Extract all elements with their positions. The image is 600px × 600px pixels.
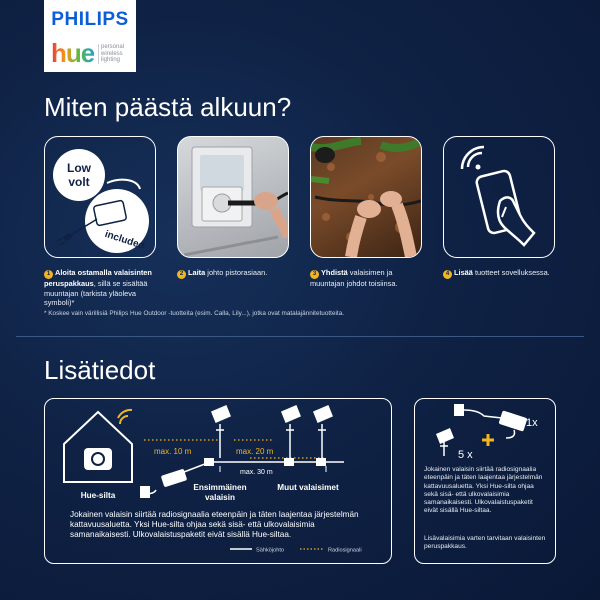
step-card-3 (310, 136, 422, 258)
step-1-rest: , sillä se sisältää muuntajan (tarkista yläoleva symboli)* (44, 279, 148, 307)
connect-cables-photo (311, 137, 421, 257)
step-card-4 (443, 136, 555, 258)
diagram-description: Jokainen valaisin siirtää radiosignaalia eteenpäin ja täten laajentaa järjestelmän kattavuusaluetta. Yksi Hue-silta ohjaa sekä sisä- että ulkovalaisimia samanaikaisesti. Ulkovalaistuspaketit eivät sisällä Hue-siltaa. (70, 510, 359, 539)
badge-volt: volt (68, 175, 90, 189)
step-text-1 (44, 268, 156, 308)
step-4-rest: tuotteet sovelluksessa. (472, 268, 550, 277)
step-number-3: 3 (310, 270, 319, 279)
first-light-label-1: Ensimmäinen (193, 483, 247, 492)
badge-low: Low (67, 161, 91, 175)
legend-radio: Radiosignaali (328, 547, 362, 554)
pack-note: Lisävalaisimia varten tarvitaan valaisinten peruspakkaus. (424, 535, 546, 551)
transformer-count: 1x (526, 417, 538, 429)
logo-separator (98, 44, 99, 64)
max-30m-label: max. 30 m (240, 469, 273, 476)
step-text-4 (443, 268, 555, 279)
lights-count: 5 x (458, 449, 473, 461)
bridge-label: Hue-silta (80, 491, 116, 500)
tagline-line-3: lighting (101, 57, 121, 63)
step-text-2 (177, 268, 289, 279)
step-text-3 (310, 268, 422, 289)
hue-wordmark: hue (51, 38, 95, 68)
step-card-2 (177, 136, 289, 258)
section-divider (16, 336, 584, 337)
step-3-bold: Yhdistä (321, 268, 348, 277)
step-4-bold: Lisää (454, 268, 473, 277)
tagline-line-2: wireless (101, 50, 123, 57)
plug-outlet-photo (178, 137, 288, 257)
section-title-more-info: Lisätiedot (44, 355, 156, 385)
legend-cable: Sähköjohto (256, 547, 284, 554)
philips-hue-logo (44, 0, 136, 72)
phone-app-icon (444, 137, 554, 257)
max-20m-label: max. 20 m (236, 447, 274, 456)
philips-wordmark: PHILIPS (51, 9, 129, 30)
pack-contents-illustration (414, 398, 554, 464)
low-volt-included-icon (45, 137, 155, 257)
step-3-rest: valaisimen ja muuntajan johdot toisiinsa. (310, 268, 398, 288)
step-2-rest: johto pistorasiaan. (205, 268, 268, 277)
badge-included: included (103, 228, 146, 253)
step-number-2: 2 (177, 270, 186, 279)
diagram-legend (228, 544, 378, 554)
step-1-bold: Aloita ostamalla valaisinten peruspakkaus (44, 268, 152, 288)
hue-tagline (101, 44, 124, 64)
footnote: * Koskee vain värillisiä Philips Hue Outdoor -tuotteita (esim. Calla, Lily...), jotka ovat matalajännitetuotteita. (44, 310, 345, 317)
other-lights-label: Muut valaisimet (277, 483, 339, 492)
step-number-1: 1 (44, 270, 53, 279)
step-2-bold: Laita (188, 268, 206, 277)
step-card-1 (44, 136, 156, 258)
step-number-4: 4 (443, 270, 452, 279)
tagline-line-1: personal (101, 44, 125, 50)
first-light-label-2: valaisin (204, 493, 236, 502)
pack-description: Jokainen valaisin siirtää radiosignaalia eteenpäin ja täten laajentaa järjestelmän kattavuusaluetta. Yksi Hue-silta ohjaa sekä sisä- että ulkovalaisimia samanaikaisesti. Ulkovalaistuspaketit eivät sisällä Hue-siltaa. (424, 466, 543, 515)
system-diagram (44, 398, 390, 508)
section-title-getting-started: Miten päästä alkuun? (44, 92, 292, 122)
max-10m-label: max. 10 m (154, 447, 192, 456)
